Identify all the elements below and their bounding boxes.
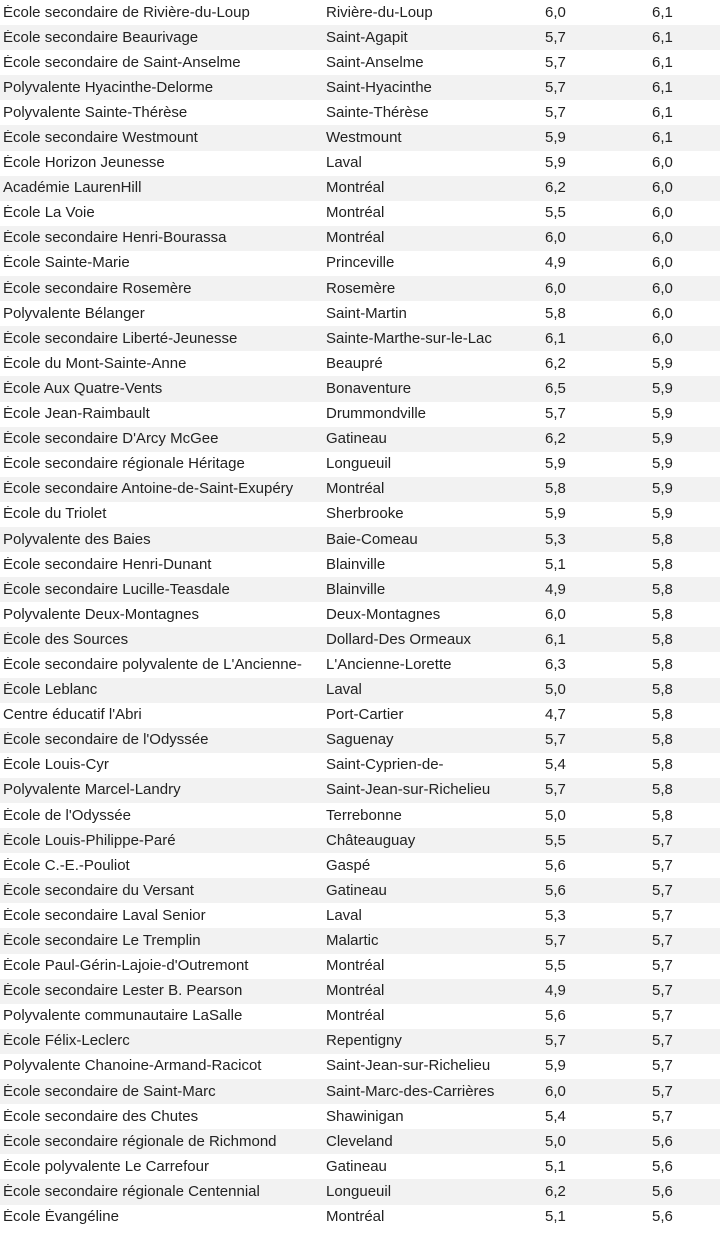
score-1-cell: 6,0 <box>545 279 566 297</box>
score-2-cell: 6,0 <box>652 154 673 172</box>
city-cell: Montréal <box>326 481 385 498</box>
school-name-cell: École Évangéline <box>3 1209 119 1226</box>
city-cell: Laval <box>326 155 362 172</box>
score-2-cell: 5,9 <box>652 405 673 423</box>
score-1-cell: 5,7 <box>545 932 566 950</box>
city-cell: L'Ancienne-Lorette <box>326 656 452 673</box>
school-name-cell: École du Triolet <box>3 506 107 523</box>
score-1-cell: 4,9 <box>545 580 566 598</box>
city-cell: Terrebonne <box>326 807 402 824</box>
score-2-cell: 5,8 <box>652 781 673 799</box>
school-name-cell: Polyvalente Deux-Montagnes <box>3 606 199 623</box>
school-name-cell: École Horizon Jeunesse <box>3 155 165 172</box>
school-name-cell: Polyvalente Marcel-Landry <box>3 782 181 799</box>
school-name-cell: Polyvalente Hyacinthe-Delorme <box>3 79 214 96</box>
city-cell: Rivière-du-Loup <box>326 4 433 21</box>
table-row <box>0 151 720 176</box>
school-name-cell: Académie LaurenHill <box>3 180 142 197</box>
score-2-cell: 5,7 <box>652 957 673 975</box>
school-name-cell: École secondaire régionale Centennial <box>3 1183 260 1200</box>
school-name-cell: École secondaire de Saint-Marc <box>3 1083 216 1100</box>
score-2-cell: 5,7 <box>652 1082 673 1100</box>
school-name-cell: École secondaire Antoine-de-Saint-Exupéry <box>3 481 294 498</box>
table-row <box>0 1054 720 1079</box>
score-1-cell: 5,5 <box>545 831 566 849</box>
score-2-cell: 5,9 <box>652 480 673 498</box>
school-name-cell: École secondaire Henri-Bourassa <box>3 230 227 247</box>
school-name-cell: École secondaire des Chutes <box>3 1108 199 1125</box>
score-2-cell: 6,0 <box>652 279 673 297</box>
table-row <box>0 577 720 602</box>
table-row <box>0 452 720 477</box>
score-2-cell: 6,0 <box>652 329 673 347</box>
table-row <box>0 351 720 376</box>
score-1-cell: 5,5 <box>545 957 566 975</box>
city-cell: Montréal <box>326 958 385 975</box>
city-cell: Blainville <box>326 556 386 573</box>
score-1-cell: 5,7 <box>545 781 566 799</box>
score-1-cell: 5,4 <box>545 756 566 774</box>
school-name-cell: École secondaire D'Arcy McGee <box>3 431 219 448</box>
table-row <box>0 326 720 351</box>
score-1-cell: 6,1 <box>545 329 566 347</box>
city-cell: Baie-Comeau <box>326 531 418 548</box>
score-2-cell: 5,7 <box>652 932 673 950</box>
score-2-cell: 5,8 <box>652 605 673 623</box>
score-1-cell: 5,9 <box>545 505 566 523</box>
city-cell: Saint-Martin <box>326 305 407 322</box>
city-cell: Sainte-Marthe-sur-le-Lac <box>326 330 492 347</box>
score-2-cell: 6,1 <box>652 28 673 46</box>
city-cell: Saint-Agapit <box>326 29 408 46</box>
score-1-cell: 5,7 <box>545 53 566 71</box>
table-row <box>0 125 720 150</box>
city-cell: Longueuil <box>326 1183 392 1200</box>
school-name-cell: École Aux Quatre-Vents <box>3 380 163 397</box>
table-row <box>0 1179 720 1204</box>
score-1-cell: 5,9 <box>545 1057 566 1075</box>
score-1-cell: 4,9 <box>545 254 566 272</box>
city-cell: Saint-Marc-des-Carrières <box>326 1083 495 1100</box>
school-name-cell: École secondaire du Versant <box>3 882 194 899</box>
school-name-cell: École secondaire Liberté-Jeunesse <box>3 330 238 347</box>
city-cell: Saint-Hyacinthe <box>326 79 432 96</box>
city-cell: Deux-Montagnes <box>326 606 441 623</box>
city-cell: Gaspé <box>326 857 371 874</box>
table-row <box>0 778 720 803</box>
school-name-cell: École du Mont-Sainte-Anne <box>3 355 187 372</box>
score-2-cell: 6,0 <box>652 254 673 272</box>
table-row <box>0 728 720 753</box>
score-1-cell: 6,2 <box>545 354 566 372</box>
school-name-cell: École des Sources <box>3 631 129 648</box>
score-1-cell: 6,0 <box>545 3 566 21</box>
score-2-cell: 5,6 <box>652 1208 673 1226</box>
city-cell: Gatineau <box>326 882 387 899</box>
school-name-cell: École secondaire polyvalente de L'Ancienne- <box>3 656 302 673</box>
city-cell: Beaupré <box>326 355 383 372</box>
score-1-cell: 5,3 <box>545 530 566 548</box>
table-row <box>0 1079 720 1104</box>
city-cell: Rosemère <box>326 280 396 297</box>
city-cell: Dollard-Des Ormeaux <box>326 631 472 648</box>
table-row <box>0 954 720 979</box>
score-1-cell: 5,7 <box>545 731 566 749</box>
score-2-cell: 5,6 <box>652 1157 673 1175</box>
table-row <box>0 201 720 226</box>
school-name-cell: École secondaire Westmount <box>3 130 198 147</box>
score-1-cell: 5,1 <box>545 1157 566 1175</box>
school-name-cell: École secondaire Lester B. Pearson <box>3 983 243 1000</box>
score-2-cell: 5,8 <box>652 630 673 648</box>
table-row <box>0 602 720 627</box>
city-cell: Laval <box>326 907 362 924</box>
table-row <box>0 627 720 652</box>
score-2-cell: 5,7 <box>652 1107 673 1125</box>
school-name-cell: École secondaire Beaurivage <box>3 29 199 46</box>
table-row <box>0 878 720 903</box>
city-cell: Montréal <box>326 180 385 197</box>
table-row <box>0 803 720 828</box>
city-cell: Cleveland <box>326 1133 393 1150</box>
table-row <box>0 75 720 100</box>
score-2-cell: 6,0 <box>652 229 673 247</box>
city-cell: Drummondville <box>326 406 427 423</box>
score-1-cell: 5,7 <box>545 405 566 423</box>
score-2-cell: 5,9 <box>652 379 673 397</box>
score-2-cell: 6,0 <box>652 304 673 322</box>
table-row <box>0 1205 720 1230</box>
score-1-cell: 5,3 <box>545 906 566 924</box>
table-row <box>0 226 720 251</box>
school-name-cell: École secondaire Lucille-Teasdale <box>3 581 230 598</box>
table-row <box>0 1154 720 1179</box>
score-2-cell: 5,7 <box>652 1057 673 1075</box>
score-1-cell: 5,4 <box>545 1107 566 1125</box>
table-row <box>0 176 720 201</box>
city-cell: Montréal <box>326 205 385 222</box>
score-1-cell: 6,0 <box>545 229 566 247</box>
city-cell: Saint-Cyprien-de- <box>326 757 444 774</box>
table-row <box>0 427 720 452</box>
score-2-cell: 5,9 <box>652 430 673 448</box>
school-name-cell: École secondaire régionale de Richmond <box>3 1133 277 1150</box>
school-name-cell: École secondaire Le Tremplin <box>3 933 201 950</box>
school-name-cell: Polyvalente Sainte-Thérèse <box>3 104 188 121</box>
city-cell: Gatineau <box>326 431 387 448</box>
table-row <box>0 753 720 778</box>
city-cell: Sherbrooke <box>326 506 404 523</box>
table-row <box>0 477 720 502</box>
city-cell: Saint-Anselme <box>326 54 424 71</box>
school-name-cell: École secondaire de Rivière-du-Loup <box>3 4 250 21</box>
score-2-cell: 5,7 <box>652 1032 673 1050</box>
school-name-cell: École Félix-Leclerc <box>3 1033 130 1050</box>
school-name-cell: École secondaire Rosemère <box>3 280 192 297</box>
table-row <box>0 502 720 527</box>
score-1-cell: 5,7 <box>545 103 566 121</box>
table-row <box>0 652 720 677</box>
city-cell: Montréal <box>326 230 385 247</box>
city-cell: Repentigny <box>326 1033 402 1050</box>
table-row <box>0 678 720 703</box>
score-2-cell: 5,8 <box>652 655 673 673</box>
school-name-cell: École Paul-Gérin-Lajoie-d'Outremont <box>3 958 249 975</box>
table-row <box>0 703 720 728</box>
score-2-cell: 5,7 <box>652 856 673 874</box>
school-name-cell: École Louis-Philippe-Paré <box>3 832 176 849</box>
city-cell: Montréal <box>326 983 385 1000</box>
table-row <box>0 1004 720 1029</box>
score-1-cell: 5,0 <box>545 1132 566 1150</box>
school-name-cell: École secondaire régionale Héritage <box>3 456 245 473</box>
score-2-cell: 5,7 <box>652 906 673 924</box>
score-1-cell: 6,3 <box>545 655 566 673</box>
school-name-cell: École Louis-Cyr <box>3 757 109 774</box>
city-cell: Shawinigan <box>326 1108 404 1125</box>
score-1-cell: 5,9 <box>545 455 566 473</box>
city-cell: Montréal <box>326 1008 385 1025</box>
school-name-cell: Polyvalente des Baies <box>3 531 151 548</box>
school-name-cell: Polyvalente Bélanger <box>3 305 145 322</box>
table-row <box>0 276 720 301</box>
score-2-cell: 5,7 <box>652 831 673 849</box>
school-name-cell: Polyvalente Chanoine-Armand-Racicot <box>3 1058 262 1075</box>
score-2-cell: 5,6 <box>652 1132 673 1150</box>
city-cell: Blainville <box>326 581 386 598</box>
table-row <box>0 25 720 50</box>
score-2-cell: 6,1 <box>652 53 673 71</box>
city-cell: Saint-Jean-sur-Richelieu <box>326 1058 491 1075</box>
school-name-cell: École C.-E.-Pouliot <box>3 857 130 874</box>
school-name-cell: École Leblanc <box>3 682 98 699</box>
school-name-cell: Polyvalente communautaire LaSalle <box>3 1008 243 1025</box>
school-name-cell: École secondaire de Saint-Anselme <box>3 54 241 71</box>
table-row <box>0 251 720 276</box>
score-2-cell: 6,1 <box>652 78 673 96</box>
score-1-cell: 6,2 <box>545 1182 566 1200</box>
school-name-cell: École Sainte-Marie <box>3 255 130 272</box>
table-row <box>0 552 720 577</box>
score-1-cell: 6,2 <box>545 430 566 448</box>
score-2-cell: 5,6 <box>652 1182 673 1200</box>
table-row <box>0 1104 720 1129</box>
city-cell: Saint-Jean-sur-Richelieu <box>326 782 491 799</box>
city-cell: Saguenay <box>326 732 394 749</box>
school-name-cell: École polyvalente Le Carrefour <box>3 1158 209 1175</box>
score-1-cell: 5,0 <box>545 806 566 824</box>
score-1-cell: 5,1 <box>545 555 566 573</box>
score-2-cell: 5,7 <box>652 1007 673 1025</box>
score-2-cell: 6,1 <box>652 3 673 21</box>
table-row <box>0 376 720 401</box>
score-2-cell: 5,8 <box>652 731 673 749</box>
city-cell: Gatineau <box>326 1158 387 1175</box>
score-2-cell: 5,8 <box>652 530 673 548</box>
score-2-cell: 5,9 <box>652 455 673 473</box>
school-name-cell: École La Voie <box>3 205 95 222</box>
score-2-cell: 5,8 <box>652 580 673 598</box>
city-cell: Port-Cartier <box>326 707 404 724</box>
score-2-cell: 5,8 <box>652 555 673 573</box>
score-1-cell: 5,9 <box>545 129 566 147</box>
score-2-cell: 5,7 <box>652 982 673 1000</box>
table-row <box>0 853 720 878</box>
city-cell: Princeville <box>326 255 395 272</box>
table-row <box>0 527 720 552</box>
score-2-cell: 5,8 <box>652 806 673 824</box>
score-2-cell: 5,9 <box>652 354 673 372</box>
score-1-cell: 6,1 <box>545 630 566 648</box>
table-row <box>0 301 720 326</box>
city-cell: Malartic <box>326 933 379 950</box>
school-name-cell: École de l'Odyssée <box>3 807 131 824</box>
score-2-cell: 6,1 <box>652 129 673 147</box>
city-cell: Laval <box>326 682 362 699</box>
score-1-cell: 5,9 <box>545 154 566 172</box>
score-1-cell: 5,8 <box>545 480 566 498</box>
school-name-cell: Centre éducatif l'Abri <box>3 707 142 724</box>
table-row <box>0 402 720 427</box>
score-2-cell: 5,8 <box>652 681 673 699</box>
score-1-cell: 5,7 <box>545 1032 566 1050</box>
score-1-cell: 4,9 <box>545 982 566 1000</box>
score-1-cell: 5,6 <box>545 881 566 899</box>
city-cell: Westmount <box>326 130 402 147</box>
table-row <box>0 928 720 953</box>
score-1-cell: 4,7 <box>545 706 566 724</box>
score-1-cell: 6,0 <box>545 605 566 623</box>
score-1-cell: 5,8 <box>545 304 566 322</box>
score-1-cell: 5,6 <box>545 1007 566 1025</box>
score-2-cell: 6,0 <box>652 179 673 197</box>
table-row <box>0 50 720 75</box>
score-2-cell: 5,7 <box>652 881 673 899</box>
score-1-cell: 5,5 <box>545 204 566 222</box>
school-name-cell: École secondaire Laval Senior <box>3 907 206 924</box>
city-cell: Châteauguay <box>326 832 416 849</box>
school-name-cell: École secondaire de l'Odyssée <box>3 732 209 749</box>
score-1-cell: 5,7 <box>545 78 566 96</box>
table-row <box>0 828 720 853</box>
table-row <box>0 1129 720 1154</box>
score-1-cell: 6,5 <box>545 379 566 397</box>
score-1-cell: 5,6 <box>545 856 566 874</box>
table-row <box>0 0 720 25</box>
score-2-cell: 6,0 <box>652 204 673 222</box>
school-name-cell: École Jean-Raimbault <box>3 406 150 423</box>
city-cell: Bonaventure <box>326 380 412 397</box>
school-name-cell: École secondaire Henri-Dunant <box>3 556 212 573</box>
table-row <box>0 100 720 125</box>
score-1-cell: 5,1 <box>545 1208 566 1226</box>
score-1-cell: 6,0 <box>545 1082 566 1100</box>
table-row <box>0 1029 720 1054</box>
city-cell: Longueuil <box>326 456 392 473</box>
city-cell: Montréal <box>326 1209 385 1226</box>
score-1-cell: 6,2 <box>545 179 566 197</box>
score-1-cell: 5,7 <box>545 28 566 46</box>
score-2-cell: 6,1 <box>652 103 673 121</box>
score-1-cell: 5,0 <box>545 681 566 699</box>
score-2-cell: 5,8 <box>652 756 673 774</box>
city-cell: Sainte-Thérèse <box>326 104 429 121</box>
score-2-cell: 5,9 <box>652 505 673 523</box>
table-row <box>0 903 720 928</box>
score-2-cell: 5,8 <box>652 706 673 724</box>
table-row <box>0 979 720 1004</box>
